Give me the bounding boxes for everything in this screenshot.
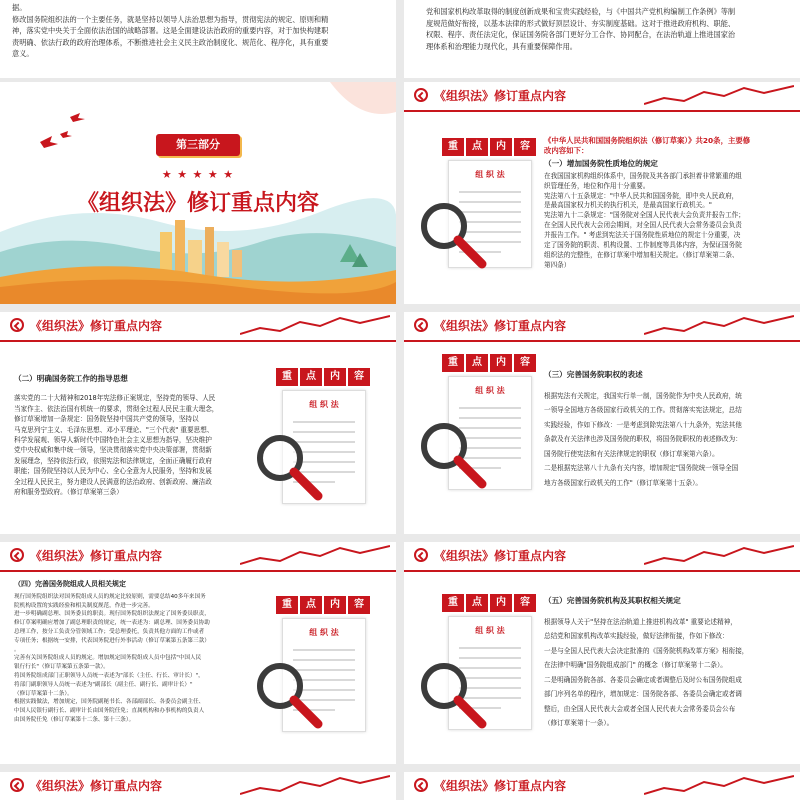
text-line: 府和服务型政府。（修订草案第三条） (14, 488, 123, 497)
great-wall-icon (240, 314, 390, 338)
text-line: 神，落实党中央关于全面依法治国的战略部署。这是全面建设法治政府的重要内容，对于加快构建职 (12, 26, 329, 35)
text-line: 织管理任务，地位和作用十分重要。 (544, 181, 650, 190)
text-line: 专项任务；根据统一安排，代表国务院进行外事活动（修订草案第五条第三款） (14, 637, 210, 644)
lead-text: 改内容如下： (544, 145, 589, 155)
slide-top-left (0, 0, 396, 78)
slide-key-content-3 (404, 312, 800, 534)
text-line: 。 (14, 646, 20, 653)
text-line: 据。 (12, 3, 27, 12)
text-line: 一是与全国人民代表大会决定批准的《国务院机构改革方案》相衔接， (544, 646, 749, 655)
header-cell: 点 (466, 354, 488, 372)
slide-header-title: 《组织法》修订重点内容 (434, 549, 567, 563)
document-title: 组 织 法 (475, 170, 505, 179)
text-line: 一领导全国地方各级国家行政机关的工作。贯彻落实宪法规定，总结 (544, 406, 742, 414)
header-cell: 内 (324, 596, 346, 614)
chevron-circle-icon (10, 318, 24, 332)
text-line: 进一步明确副总理、国务委员的职责。现行国务院组织法规定了国务委员职责， (14, 611, 210, 618)
badge-label: 第三部分 (176, 138, 220, 151)
slide-section-title (0, 82, 396, 304)
text-line: 第四条） (544, 260, 571, 269)
text-line: 党和国家机构改革取得的制度创新成果和宝贵实践经验，与《中国共产党机构编制工作条例》等制 (426, 7, 736, 16)
header-cell: 内 (490, 594, 512, 612)
text-line: 整后，由全国人民代表大会或者全国人民代表大会常务委员会公布 (544, 704, 736, 713)
text-line: 根据宪法有关规定，我国实行单一制，国务院作为中央人民政府，统 (544, 391, 742, 400)
document-title: 组 织 法 (309, 628, 339, 637)
text-line: 根据领导人关于"坚持在法治轨道上推进机构改革" 重要论述精神， (544, 617, 737, 626)
section-title: 《组织法》修订重点内容 (76, 190, 319, 216)
text-line: 修订草案明确应增加了副总理职责的规定，统一表述为：副总理、国务委员协助 (14, 620, 210, 627)
slide-header-title: 《组织法》修订重点内容 (434, 319, 567, 333)
slide-header (404, 82, 800, 112)
chevron-circle-icon (414, 88, 428, 102)
text-line: （修订草案第十二条）。 (14, 690, 73, 697)
text-line: 权限、程序、责任法定化，保证国务院各部门更好分工合作、协同配合，在法治轨道上推进国家治 (426, 30, 736, 39)
text-line: 责明确、依法行政的政府治理体系，不断推进社会主义民主政治制度化、规范化、程序化，具有重要 (12, 37, 329, 47)
text-line: 科学发展观、领导人新时代中国特色社会主义思想为指导，坚决维护 (14, 436, 212, 445)
chevron-circle-icon (414, 548, 428, 562)
header-cell: 点 (300, 596, 322, 614)
text-line: 发展理念，坚持依法行政，依照宪法和法律规定，全面正确履行政府 (14, 456, 212, 465)
slide-header (404, 542, 800, 572)
text-line: 实践经验，作如下修改：一是考虑到除宪法第八十九条外，宪法其他 (544, 420, 742, 429)
text-line: 院机构设置的实践经验和相关制度规范，作进一步完善。 (14, 602, 154, 609)
text-line: 并报告工作。" 考虑到宪法关于国务院性质地位的规定十分重要，决 (544, 231, 741, 240)
star-row: ★ ★ ★ ★ ★ (161, 168, 235, 181)
text-line: 现行国务院组织法对国务院组成人员的规定比较原则，需要总结40多年来国务 (14, 593, 206, 600)
text-line: 部门序列名单的程序，增加规定：国务院各部、各委员会确定或者调 (544, 690, 742, 698)
text-line: 是最高国家权力机关的执行机关，是最高国家行政机关。" (544, 201, 712, 210)
header-cell: 容 (348, 368, 370, 386)
magnifier-icon (418, 200, 490, 272)
text-line: 在全国人民代表大会闭会期间，对全国人民代表大会常务委员会负责 (544, 221, 742, 230)
magnifier-icon (254, 660, 326, 732)
header-cell: 容 (514, 138, 536, 156)
slide-top-right (404, 0, 800, 78)
slide-header-title: 《组织法》修订重点内容 (434, 779, 567, 793)
header-cell: 点 (300, 368, 322, 386)
text-line: 度规范做好衔接，以基本法律的形式做好顶层设计、夯实制度基础。这对于推进政府机构、职能、 (426, 18, 736, 28)
text-line: 总理工作，按分工负责分管领域工作；受总理委托，负责其他方面的工作或者 (14, 628, 205, 635)
text-line: 马克思列宁主义、毛泽东思想、邓小平理论、"三个代表" 重要思想、 (14, 425, 214, 434)
text-line: 根据实践做法，增加规定，国务院副秘书长、各部副部长、各委员会副主任、 (14, 699, 205, 706)
text-line: 由国务院任免（修订草案第十二条、第十三条）。 (14, 716, 135, 723)
slide-header-title: 《组织法》修订重点内容 (30, 319, 163, 333)
text-line: 完善有关国务院组成人员的规定。增加规定国务院组成人员中包括"中国人民 (14, 655, 202, 662)
text-line: 宪法第九十二条规定："国务院对全国人民代表大会负责并报告工作； (544, 211, 745, 220)
slide-header (404, 312, 800, 342)
chevron-circle-icon (10, 548, 24, 562)
item-heading: （三）完善国务院职权的表述 (544, 370, 643, 379)
header-cell: 重 (442, 594, 464, 612)
body-text (14, 374, 264, 497)
header-cell: 内 (324, 368, 346, 386)
slide-key-content-4 (0, 542, 396, 764)
body-text (544, 136, 794, 271)
text-line: 修改国务院组织法的一个主要任务，就是坚持以领导人法治思想为指导，贯彻宪法的规定、原则和精 (12, 14, 329, 24)
slide-bottom-left (0, 772, 396, 800)
text-line: 地方各级国家行政机关的工作"（修订草案第十五条）。 (544, 478, 702, 487)
slide-key-content-2 (0, 312, 396, 534)
great-wall-icon (644, 774, 794, 798)
header-cell: 点 (466, 594, 488, 612)
document-title: 组 织 法 (475, 626, 505, 635)
slide-header (404, 772, 800, 800)
header-cell: 重 (276, 368, 298, 386)
text-line: 在我国国家机构组织体系中，国务院及其各部门承担着非常繁重的组 (544, 171, 742, 180)
chevron-circle-icon (414, 318, 428, 332)
text-line: 当家作主、依法治国有机统一的要求，贯彻全过程人民民主重大理念， (14, 404, 219, 413)
magnifier-icon (254, 432, 326, 504)
great-wall-icon (644, 314, 794, 338)
text-line: 组织法的完整性，在修订草案中增加相关规定。（修订草案第二条、 (544, 250, 739, 259)
text-line: 二是明确国务院各部、各委员会确定或者调整后及时公布国务院组成 (544, 675, 742, 684)
slide-header (0, 542, 396, 572)
section-badge (156, 134, 240, 156)
text-line: 中国人民银行副行长、副审计长由国务院任免；直属机构和办事机构的负责人 (14, 708, 205, 715)
great-wall-icon (644, 84, 794, 108)
text-line: 将国务院组成部门正职领导人员统一表述为"部长（主任、行长、审计长）"， (14, 672, 204, 679)
text-line: 定了国务院的职责、机构设置、工作制度等具体内容，为保证国务院 (544, 241, 742, 250)
slide-header (0, 312, 396, 342)
text-line: 条款及有关法律也涉及国务院的职权，将国务院职权的表述修改为： (544, 435, 742, 443)
text-line: 职能；国务院坚持以人民为中心、全心全意为人民服务，坚持和发展 (14, 467, 212, 476)
header-cell: 内 (490, 354, 512, 372)
text-line: 理体系和治理能力现代化，具有重要保障作用。 (426, 41, 577, 51)
slide-header-title: 《组织法》修订重点内容 (30, 779, 163, 793)
header-cell: 重 (276, 596, 298, 614)
text-line: 总结党和国家机构改革实践经验，做好法律衔接，作如下修改： (544, 632, 729, 640)
slide-key-content-1 (404, 82, 800, 304)
body-text (14, 580, 274, 725)
item-heading: （四）完善国务院组成人员相关规定 (14, 580, 126, 588)
slide-header (0, 772, 396, 800)
slide-key-content-5 (404, 542, 800, 764)
great-wall-icon (240, 774, 390, 798)
slide-header-title: 《组织法》修订重点内容 (30, 549, 163, 563)
document-title: 组 织 法 (309, 400, 339, 409)
magnifier-icon (418, 420, 490, 492)
item-heading: （五）完善国务院机构及其职权相关规定 (544, 596, 681, 605)
header-cell: 重 (442, 354, 464, 372)
great-wall-icon (644, 544, 794, 568)
body-text (426, 6, 796, 52)
text-line: 银行行长"（修订草案第五条第一款）。 (14, 664, 109, 671)
header-cell: 重 (442, 138, 464, 156)
body-text (544, 368, 794, 490)
body-text (544, 594, 794, 731)
item-heading: （二）明确国务院工作的指导思想 (14, 374, 128, 383)
text-line: 在法律中明确"国务院组成部门" 的概念（修订草案第十二条）。 (544, 661, 727, 669)
item-heading: （一）增加国务院性质地位的规定 (544, 158, 658, 168)
text-line: 将部门副职领导人员统一表述为"副部长（副主任、副行长、副审计长）" (14, 681, 193, 688)
text-line: 修订草案增加一条规定：国务院坚持中国共产党的领导，坚持以 (14, 415, 199, 424)
header-cell: 容 (514, 354, 536, 372)
text-line: 党中央权威和集中统一领导，坚决贯彻落实党中央决策部署，贯彻新 (14, 446, 212, 455)
header-cell: 内 (490, 138, 512, 156)
text-line: 国务院行使宪法和有关法律规定的职权（修订草案第六条）。 (544, 449, 719, 458)
text-line: 二是根据宪法第八十九条有关内容，增加规定"国务院统一领导全国 (544, 464, 739, 472)
magnifier-icon (418, 660, 490, 732)
text-line: （修订草案第十一条）。 (544, 719, 614, 727)
lead-text: 《中华人民共和国国务院组织法（修订草案）》共20条，主要修 (544, 136, 751, 145)
chevron-circle-icon (10, 778, 24, 792)
text-line: 意义。 (12, 49, 34, 58)
great-wall-icon (240, 544, 390, 568)
document-title: 组 织 法 (475, 386, 505, 395)
body-text (12, 2, 390, 60)
text-line: 宪法第八十五条规定："中华人民共和国国务院，即中央人民政府， (544, 191, 739, 200)
header-cell: 点 (466, 138, 488, 156)
text-line: 全过程人民民主，努力建设人民满意的法治政府、创新政府、廉洁政 (14, 477, 212, 486)
text-line: 落实党的二十大精神和2018年宪法修正案规定，坚持党的领导、人民 (14, 394, 216, 403)
header-cell: 容 (348, 596, 370, 614)
chevron-circle-icon (414, 778, 428, 792)
slide-header-title: 《组织法》修订重点内容 (434, 89, 567, 103)
header-cell: 容 (514, 594, 536, 612)
slide-bottom-right (404, 772, 800, 800)
